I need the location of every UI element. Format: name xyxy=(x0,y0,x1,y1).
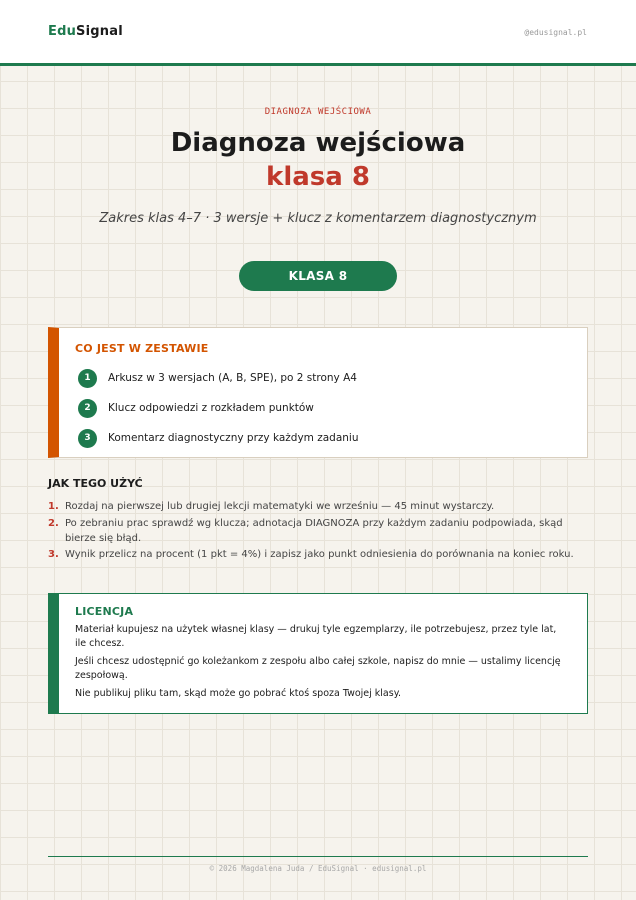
brand-logo-part1: Edu xyxy=(48,24,77,39)
list-item-text: Arkusz w 3 wersjach (A, B, SPE), po 2 strony A4 xyxy=(108,372,357,384)
item-number-badge: 3 xyxy=(78,429,97,448)
kicker-label: DIAGNOZA WEJŚCIOWA xyxy=(264,107,372,117)
license-title: LICENCJA xyxy=(75,605,134,618)
license-paragraph: Materiał kupujesz na użytek własnej klasy — drukuj tyle egzemplarzy, ile potrzebujesz, przez tyle lat, ile chcesz. xyxy=(75,624,557,649)
step-number: 1. xyxy=(48,501,59,512)
usage-step xyxy=(48,499,588,514)
social-handle: @edusignal.pl xyxy=(524,28,587,37)
usage-title: JAK TEGO UŻYĆ xyxy=(48,477,143,490)
license-box xyxy=(48,593,588,714)
list-item-text: Klucz odpowiedzi z rozkładem punktów xyxy=(108,402,314,414)
page-title: Diagnoza wejściowa xyxy=(170,128,466,158)
usage-step xyxy=(48,516,588,546)
step-text: Wynik przelicz na procent (1 pkt = 4%) i zapisz jako punkt odniesienia do porównania na koniec roku. xyxy=(65,549,574,560)
item-number-badge: 2 xyxy=(78,399,97,418)
step-text: Po zebraniu prac sprawdź wg klucza; adnotacja DIAGNOZA przy każdym zadaniu podpowiada, skąd bierze się błąd. xyxy=(65,518,563,544)
page-header xyxy=(0,0,636,66)
step-number: 3. xyxy=(48,549,59,560)
step-number: 2. xyxy=(48,518,59,529)
brand-logo-part2: Signal xyxy=(76,24,123,39)
class-badge: KLASA 8 xyxy=(239,261,397,291)
page-title-highlight: klasa 8 xyxy=(266,162,370,192)
step-text: Rozdaj na pierwszej lub drugiej lekcji matematyki we wrześniu — 45 minut wystarczy. xyxy=(65,501,495,512)
license-paragraph: Nie publikuj pliku tam, skąd może go pobrać ktoś spoza Twojej klasy. xyxy=(75,688,401,699)
item-number-badge: 1 xyxy=(78,369,97,388)
usage-step xyxy=(48,547,588,562)
list-item-text: Komentarz diagnostyczny przy każdym zadaniu xyxy=(108,432,359,444)
page-subtitle: Zakres klas 4–7 · 3 wersje + klucz z komentarzem diagnostycznym xyxy=(99,211,537,226)
contents-box xyxy=(48,327,588,458)
license-paragraph: Jeśli chcesz udostępnić go koleżankom z zespołu albo całej szkole, napisz do mnie — ustalimy licencję zespołową. xyxy=(75,656,561,681)
brand-logo[interactable] xyxy=(48,24,123,39)
contents-title: CO JEST W ZESTAWIE xyxy=(75,342,209,355)
footer-text: © 2026 Magdalena Juda / EduSignal · edusignal.pl xyxy=(209,864,427,873)
footer-divider xyxy=(48,856,588,857)
